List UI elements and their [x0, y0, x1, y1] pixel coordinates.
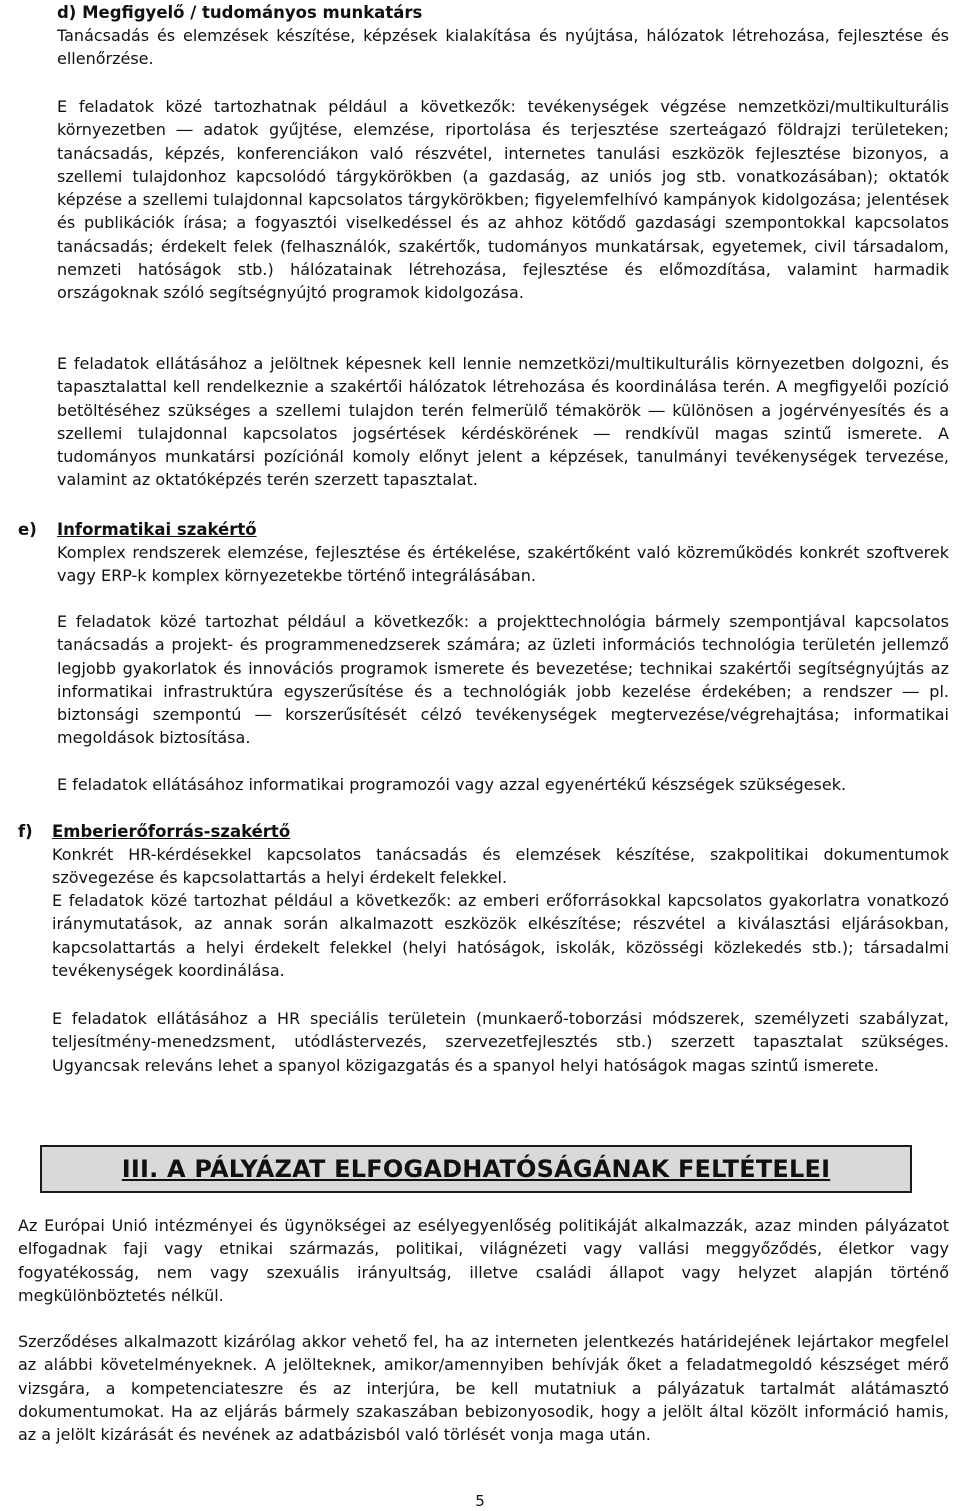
section-e-requirements: E feladatok ellátásához informatikai programozói vagy azzal egyenértékű készségek szükségesek.: [57, 775, 847, 794]
section-iii-para2: Szerződéses alkalmazott kizárólag akkor vehető fel, ha az interneten jelentkezés határidejének lejártakor megfelel az alábbi követelményeknek. A jelölteknek, amikor/amennyiben behívják őket a feladatmegoldó készséget mérő vizsgára, a kompetenciateszre és az interjúra, be kell mutatniuk a pályázatuk tartalmát alátámasztó dokumentumokat. Ha az eljárás bármely szakaszában bebizonyosodik, hogy a jelölt által közölt információ hamis, az a jelölt kizárását és nevének az adatbázisból való törlését vonja maga után.: [18, 1332, 949, 1445]
section-d-tasks: E feladatok közé tartozhatnak például a következők: tevékenységek végzése nemzetközi/multikulturális környezetben ― adatok gyűjtése, elemzése, riportolása és terjesztése szerteágazó földrajzi területeken; tanácsadás, képzés, konferenciákon való részvétel, internetes tanulási eszközök fejlesztése bizonyos, a szellemi tulajdonhoz kapcsolódó tárgykörökben (a gazdaság, az uniós jog stb. vonatkozásában); oktatók képzése a szellemi tulajdonnal kapcsolatos tárgykörökben; figyelemfelhívó kampányok kidolgozása; jelentések és publikációk írása; a fogyasztói viselkedéssel és az ahhoz kötődő gazdasági szempontokkal kapcsolatos tanácsadás; érdekelt felek (felhasználók, szakértők, tudományos munkatársak, egyetemek, civil társadalom, nemzeti hatóságok stb.) hálózatainak létrehozása, fejlesztése és előmozdítása, valamint harmadik országoknak szóló segítségnyújtó programok kidolgozása.: [57, 97, 949, 303]
section-iii-para1-block: [18, 1214, 949, 1307]
section-d-intro: Tanácsadás és elemzések készítése, képzések kialakítása és nyújtása, hálózatok létrehozása, fejlesztése és ellenőrzése.: [57, 26, 949, 69]
section-e-intro: Komplex rendszerek elemzése, fejlesztése és értékelése, szakértőként való közreműködés konkrét szoftverek vagy ERP-k komplex környezetekbe történő integrálásában.: [57, 543, 949, 586]
section-f-requirements-block: [52, 1007, 949, 1077]
section-f-intro: Konkrét HR-kérdésekkel kapcsolatos tanácsadás és elemzések készítése, szakpolitikai dokumentumok szövegezése és kapcsolattartás a helyi érdekelt felekkel.: [52, 845, 949, 888]
section-iii-title: III. A PÁLYÁZAT ELFOGADHATÓSÁGÁNAK FELTÉTELEI: [121, 1155, 831, 1183]
section-d-requirements: E feladatok ellátásához a jelöltnek képesnek kell lennie nemzetközi/multikulturális környezetben dolgozni, és tapasztalattal kell rendelkeznie a szakértői hálózatok létrehozása és koordinálása terén. A megfigyelői pozíció betöltéséhez szükséges a szellemi tulajdon terén felmerülő témakörök ― különösen a jogérvényesítés és a szellemi tulajdonnal kapcsolatos jogsértések kérdéskörének ― rendkívül magas szintű ismerete. A tudományos munkatársi pozíciónál komoly előnyt jelent a képzések, tanulmányi tevékenységek tervezése, valamint az oktatóképzés terén szerzett tapasztalat.: [57, 354, 949, 490]
section-e-intro-block: [57, 541, 949, 588]
section-f-marker: f): [18, 822, 33, 841]
section-e-tasks: E feladatok közé tartozhat például a következők: a projekttechnológia bármely szempontjával kapcsolatos tanácsadás a projekt- és programmenedzserek számára; az üzleti információs technológia területén jellemző legjobb gyakorlatok és innovációs programok ismerete és bevezetése; technikai szakértői segítségnyújtás az informatikai infrastruktúra egyszerűsítése és a technológiák jobb kezelése érdekében; a rendszer ― pl. biztonsági szempontú ― korszerűsítését célzó tevékenységek megtervezése/végrehajtása; informatikai megoldások biztosítása.: [57, 612, 949, 748]
section-e-heading: Informatikai szakértő: [57, 520, 257, 539]
section-f-heading: Emberierőforrás-szakértő: [52, 822, 291, 841]
page-number: 5: [475, 1492, 485, 1510]
section-f-tasks-block: [52, 889, 949, 982]
section-f-requirements: E feladatok ellátásához a HR speciális területein (munkaerő-toborzási módszerek, személyzeti szabályzat, teljesítmény-menedzsment, utódlástervezés, szervezetfejlesztés stb.) szerzett tapasztalat szükséges. Ugyancsak releváns lehet a spanyol közigazgatás és a spanyol helyi hatóságok magas szintű ismerete.: [52, 1009, 949, 1075]
section-iii-para2-block: [18, 1330, 949, 1446]
section-iii-banner: [40, 1145, 912, 1193]
section-f-intro-block: [52, 843, 949, 890]
section-e-marker: e): [18, 520, 37, 539]
section-d-intro-block: [57, 24, 949, 71]
section-d-tasks-block: [57, 95, 949, 305]
section-f-tasks: E feladatok közé tartozhat például a következők: az emberi erőforrásokkal kapcsolatos gyakorlatra vonatkozó iránymutatások, az annak során alkalmazott eszközök elkészítése; részvétel a kiválasztási eljárásokban, kapcsolattartás a helyi érdekelt felekkel (helyi hatóságok, iskolák, közösségi közlekedés stb.); társadalmi tevékenységek koordinálása.: [52, 891, 949, 980]
section-iii-para1: Az Európai Unió intézményei és ügynökségei az esélyegyenlőség politikáját alkalmazzák, azaz minden pályázatot elfogadnak faji vagy etnikai származás, politikai, világnézeti vagy vallási meggyőződés, életkor vagy fogyatékosság, nem vagy szexuális irányultság, illetve családi állapot vagy helyzet alapján történő megkülönböztetés nélkül.: [18, 1216, 949, 1305]
section-d-requirements-block: [57, 352, 949, 492]
section-e-requirements-block: [57, 773, 949, 796]
section-e-tasks-block: [57, 610, 949, 750]
section-d-heading: d) Megfigyelő / tudományos munkatárs: [57, 3, 423, 22]
